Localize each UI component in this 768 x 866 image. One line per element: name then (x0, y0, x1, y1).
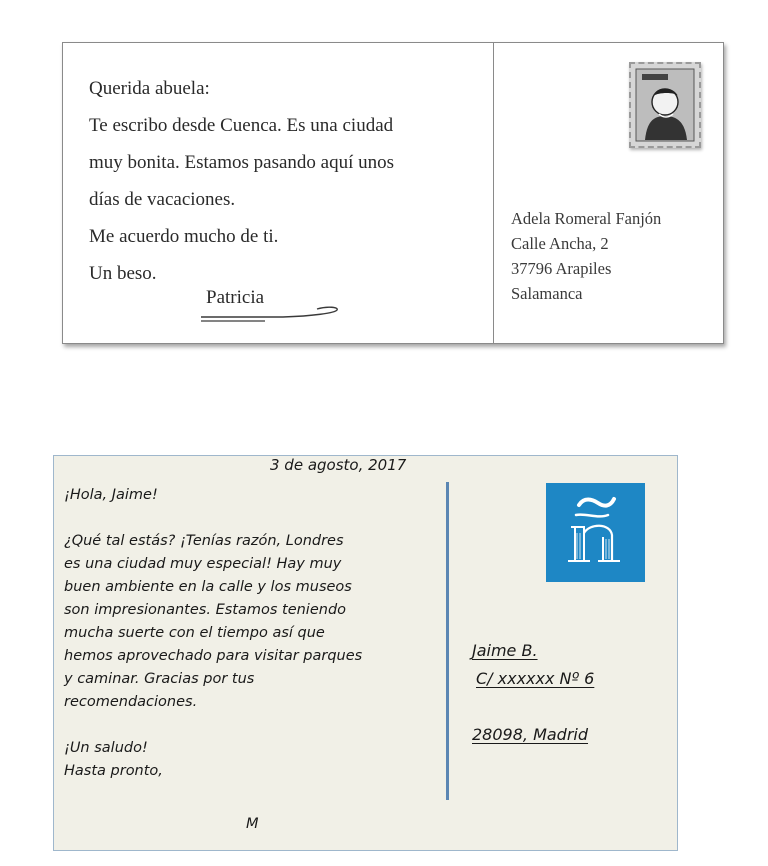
message-line: es una ciudad muy especial! Hay muy (64, 556, 342, 572)
address-line: Adela Romeral Fanjón (511, 209, 662, 228)
postcard-message (89, 79, 394, 301)
postcard-message (64, 484, 362, 783)
portrait-stamp-icon (629, 62, 701, 148)
postcard-date: 3 de agosto, 2017 (270, 456, 407, 474)
message-line: son impresionantes. Estamos teniendo (64, 602, 347, 618)
message-line: recomendaciones. (64, 694, 198, 710)
message-line: y caminar. Gracias por tus (64, 671, 255, 687)
recipient-address (472, 639, 594, 751)
card-divider (446, 482, 449, 800)
message-line: Te escribo desde Cuenca. Es una ciudad (89, 115, 394, 136)
blank-line (64, 507, 362, 530)
signature-flourish-icon (195, 295, 345, 325)
address-line: Salamanca (511, 284, 583, 303)
message-line: Querida abuela: (89, 78, 210, 99)
postcard-london (53, 455, 678, 851)
greeting: ¡Hola, Jaime! (64, 487, 158, 503)
recipient-name: Jaime B. (472, 641, 538, 660)
message-line: mucha suerte con el tiempo así que (64, 625, 325, 641)
recipient-address (511, 209, 661, 309)
blank-line (472, 695, 594, 723)
blank-line (64, 714, 362, 737)
address-line: 37796 Arapiles (511, 259, 612, 278)
message-line: buen ambiente en la calle y los museos (64, 579, 352, 595)
address-line: Calle Ancha, 2 (511, 234, 609, 253)
message-line: días de vacaciones. (89, 189, 236, 210)
signature: Patricia (206, 287, 265, 308)
recipient-street: C/ xxxxxx Nº 6 (476, 669, 595, 688)
postcard-cuenca (62, 42, 724, 344)
message-line: Un beso. (89, 263, 157, 284)
recipient-city: 28098, Madrid (472, 725, 589, 744)
closing-line: Hasta pronto, (64, 763, 163, 779)
message-line: muy bonita. Estamos pasando aquí unos (89, 152, 395, 173)
message-line: hemos aprovechado para visitar parques (64, 648, 363, 664)
card-divider (493, 43, 494, 343)
closing-line: ¡Un saludo! (64, 740, 148, 756)
enye-logo-icon (546, 483, 645, 582)
signature-initial: M (246, 816, 259, 832)
message-line: Me acuerdo mucho de ti. (89, 226, 279, 247)
message-line: ¿Qué tal estás? ¡Tenías razón, Londres (64, 533, 344, 549)
